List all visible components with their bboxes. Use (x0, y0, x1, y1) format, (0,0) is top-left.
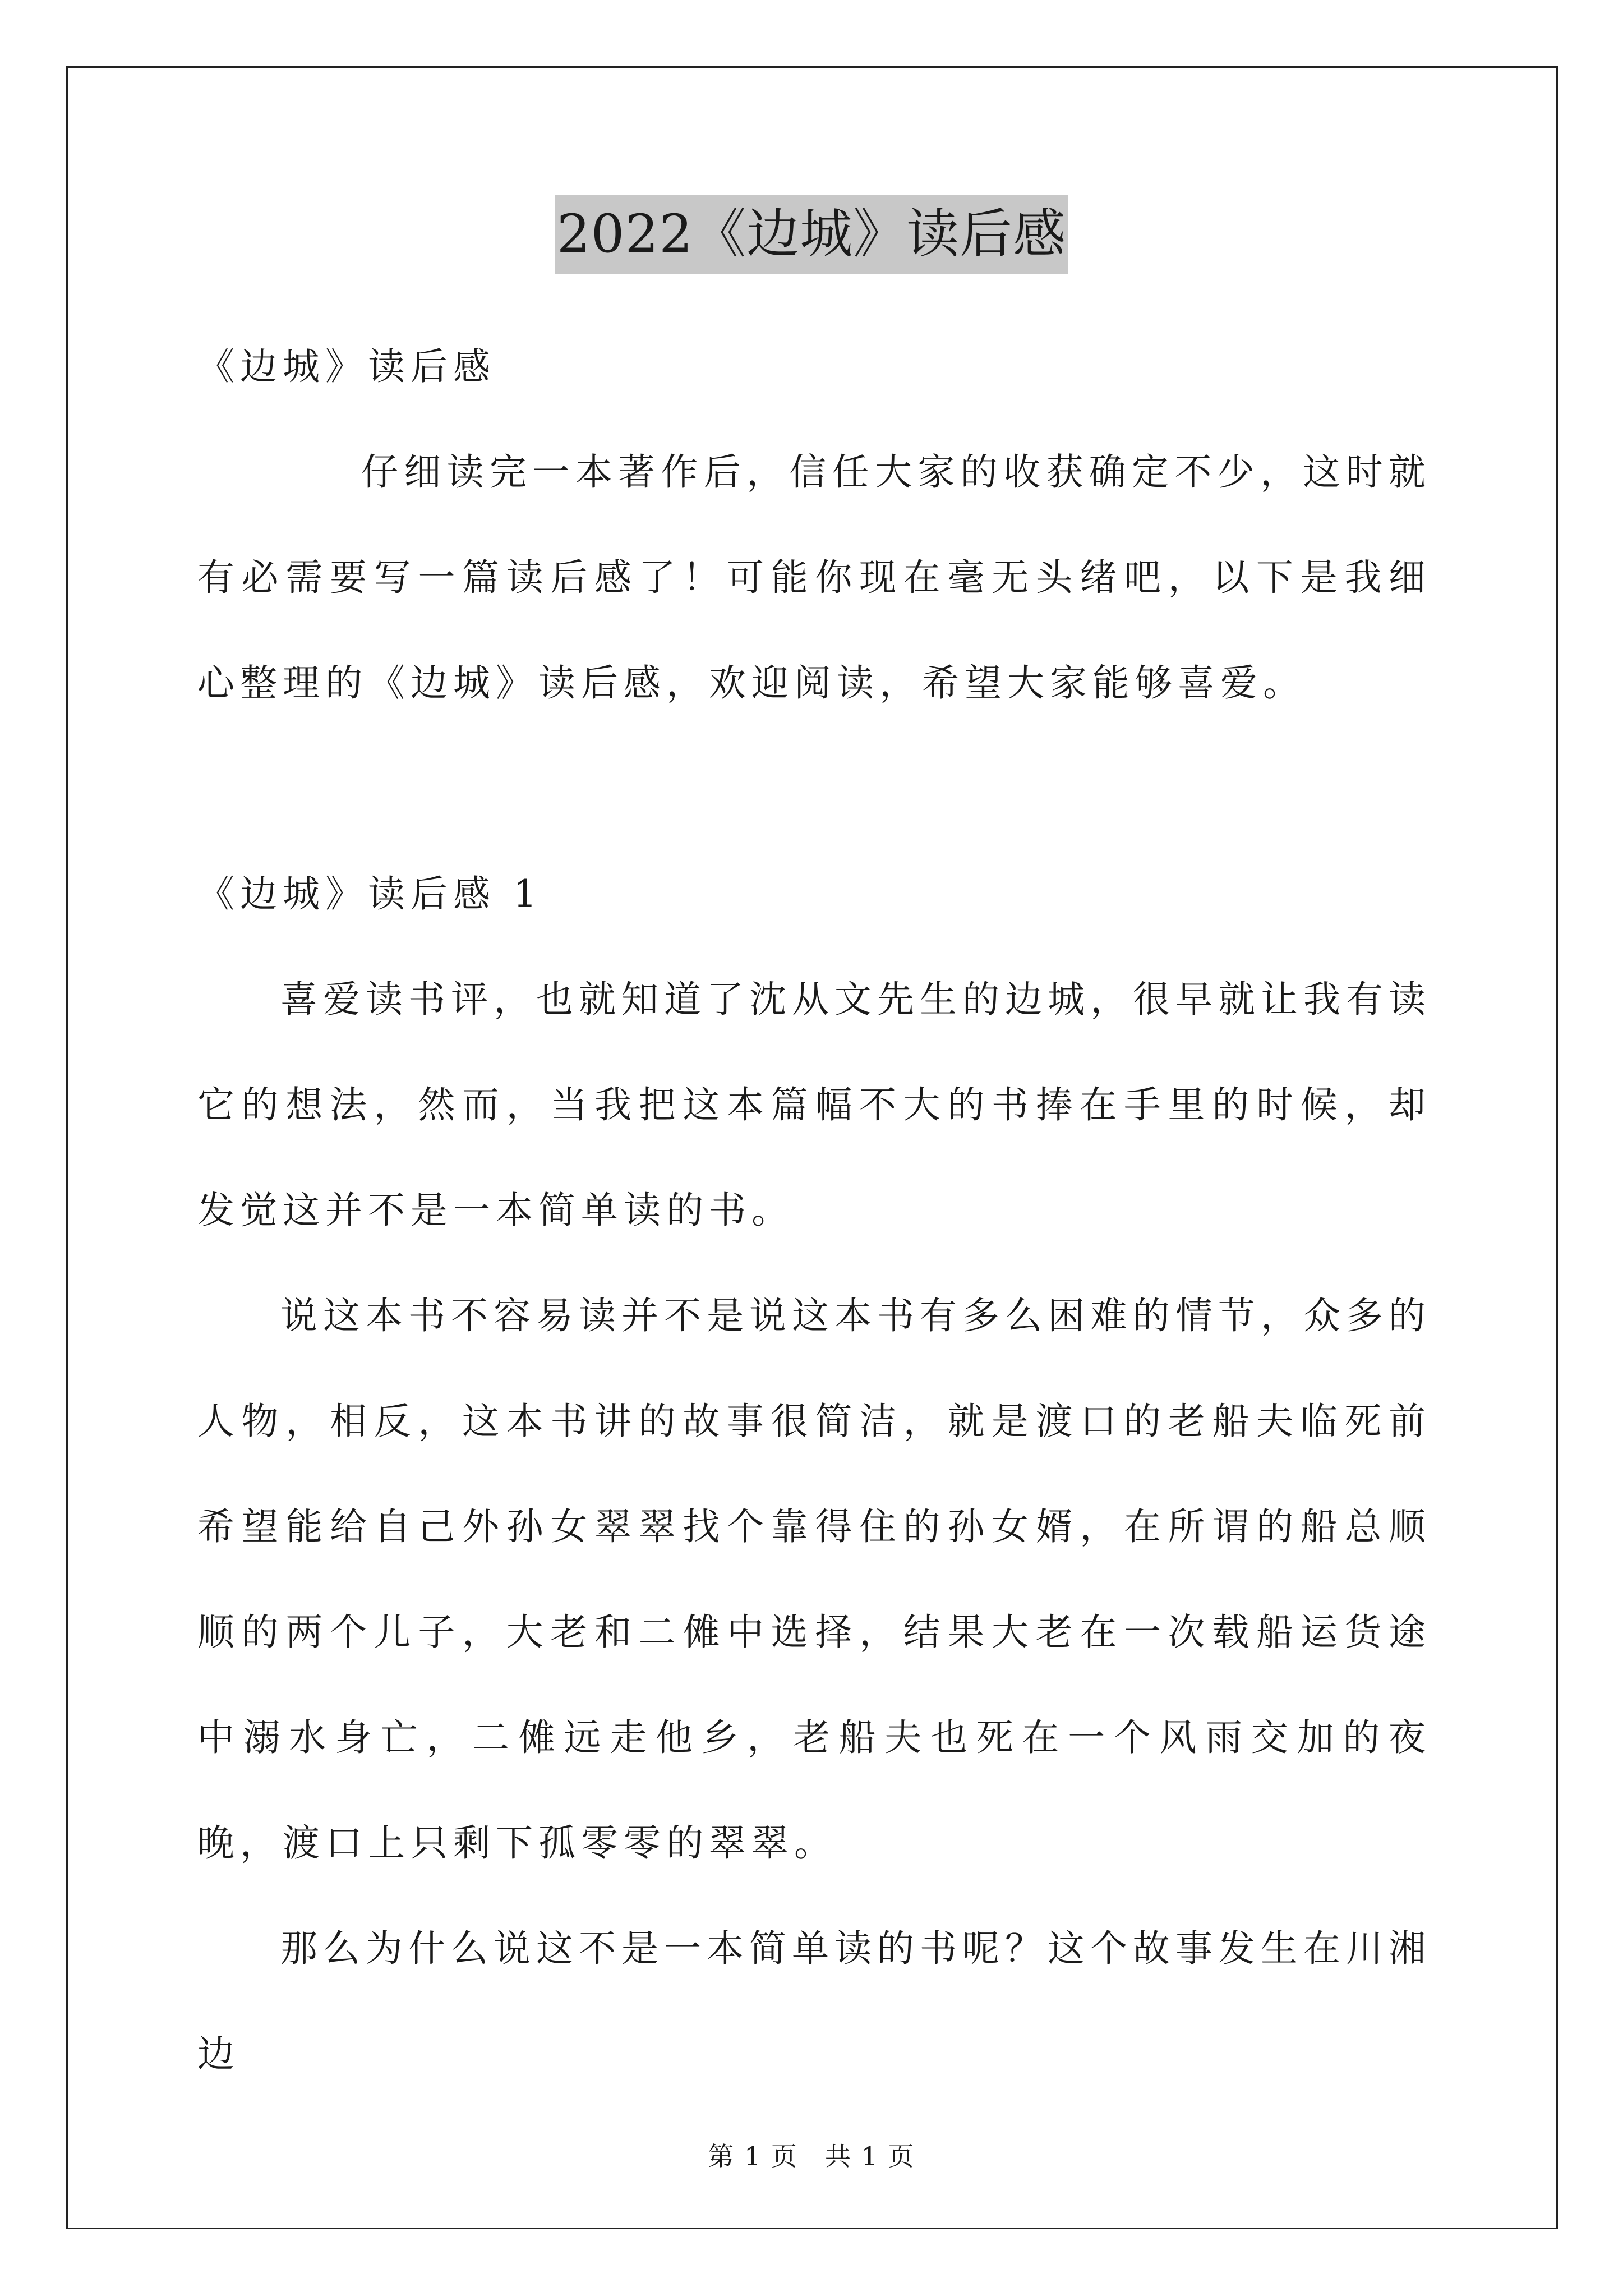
section1-heading: 《边城》读后感 1 (197, 872, 542, 915)
intro-paragraph: 仔细读完一本著作后，信任大家的收获确定不少，这时就有必需要写一篇读后感了！可能你现在毫无头绪吧，以下是我细心整理的《边城》读后感，欢迎阅读，希望大家能够喜爱。 (197, 450, 1431, 705)
page-number-current: 第 1 页 (708, 2141, 798, 2171)
section1-paragraph-3: 那么为什么说这不是一本简单读的书呢？这个故事发生在川湘边 (197, 1927, 1431, 2076)
document-body (197, 314, 1431, 2107)
page-number-total: 共 1 页 (825, 2141, 915, 2171)
section1-paragraph-2: 说这本书不容易读并不是说这本书有多么困难的情节，众多的人物，相反，这本书讲的故事很简洁，就是渡口的老船夫临死前希望能给自己外孙女翠翠找个靠得住的孙女婿，在所谓的船总顺顺的两个儿子，大老和二傩中选择，结果大老在一次载船运货途中溺水身亡，二傩远走他乡，老船夫也死在一个风雨交加的夜晚，渡口上只剩下孤零零的翠翠。 (197, 1294, 1431, 1865)
section1-paragraph-1: 喜爱读书评，也就知道了沈从文先生的边城，很早就让我有读它的想法，然而，当我把这本篇幅不大的书捧在手里的时候，却发觉这并不是一本简单读的书。 (197, 978, 1431, 1232)
page-footer (0, 2136, 1623, 2173)
title-container (0, 195, 1623, 274)
document-title: 2022《边城》读后感 (555, 195, 1068, 274)
section-spacer (197, 736, 1431, 841)
intro-heading: 《边城》读后感 (197, 345, 496, 388)
